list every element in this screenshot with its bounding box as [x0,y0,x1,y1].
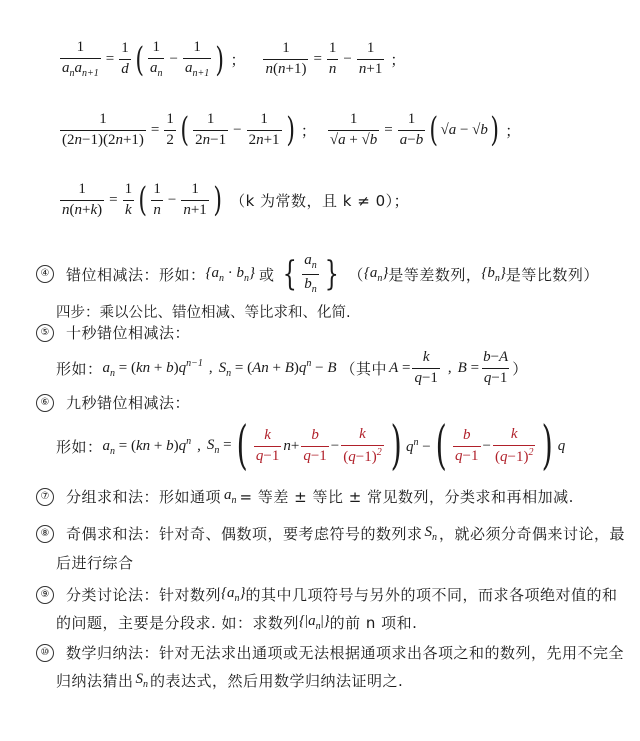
item-4: ④ 错位相减法： 形如： $\{a_n \cdot b_n\}$ 或 { $\frac{a_n}{b_n}$ } （ $\{a_n\}$ 是等差数列， $\{b_n\}$ 是等比数列） [36,253,599,295]
formula-note-k: （k 为常数，且 k ≠ 0）； [230,191,410,210]
item-9-line2: 的问题，主要是分段求. 如：求数列 $\{|a_n|\}$ 的前 n 项和. [56,613,418,632]
item-4-steps: 四步：乘以公比、错位相减、等比求和、化简. [56,305,351,321]
marker-9: ⑨ [36,586,54,604]
marker-5: ⑤ [36,324,54,342]
item-8: ⑧ 奇偶求和法：针对奇、偶数项，要考虑符号的数列求 $S_n$ ，就必须分奇偶来讨论，最 [36,523,625,544]
frac-1-over-d: $\frac{1}{d}$ [121,40,129,78]
item-10-line2: 归纳法猜出 $S_n$ 的表达式，然后用数学归纳法证明之. [56,671,404,690]
item-8-line2: 后进行综合 [56,554,134,572]
item-5-formula: 形如： $a_n = (kn + b)q^{n-1}$ , $S_n = (An + B)q^n - B$ （其中 A = $\frac{k}{q-1}$ , B = $\frac{b-A}{q-1}$ ） [56,349,528,386]
item-6-formula: 形如： $a_n = (kn + b)q^n$ , $S_n$ = ( $\frac{k}{q-1}$ n+ $\frac{b}{q-1}$ − $\frac{k}{(q-1)^2}$ ) $q^n$ − ( $\frac{b}{q-1}$ − $\frac{k}{(q-1)^2}$ ) q [56,416,566,476]
marker-10: ⑩ [36,644,54,662]
marker-7: ⑦ [36,488,54,506]
item-5: ⑤ 十秒错位相减法： [36,322,190,343]
item-10: ⑩ 数学归纳法：针对无法求出通项或无法根据通项求出各项之和的数列，先用不完全 [36,642,624,663]
item-9: ⑨ 分类讨论法：针对数列 $\{a_n\}$ 的其中几项符号与另外的项不同，而求各项绝对值的和 [36,584,618,605]
marker-4: ④ [36,265,54,283]
frac-1-over-an-an1: $\frac{1}{a_na_{n+1}}$ [62,39,99,79]
formula-row-2: $\frac{1}{(2n-1)(2n+1)}$ = $\frac{1}{2}$ ( $\frac{1}{2n-1}$ − $\frac{1}{2n+1}$ ) ； $\frac{1}{√a + √b}$ = $\frac{1}{a-b}$ ( √a − √b ) ； [62,110,521,151]
marker-6: ⑥ [36,394,54,412]
formula-row-3: $\frac{1}{n(n+k)}$ = $\frac{1}{k}$ ( $\frac{1}{n}$ − $\frac{1}{n+1}$ ) （k 为常数，且 k ≠ 0）； [62,180,410,221]
formula-row-1: $\frac{1}{a_na_{n+1}}$ = $\frac{1}{d}$ ( $\frac{1}{a_n}$ − $\frac{1}{a_{n+1}}$ ) ； $\frac{1}{n(n+1)}$ = $\frac{1}{n}$ − $\frac{1}{n+1}$ ； [62,39,406,80]
item-7: ⑦ 分组求和法：形如通项 $a_n$ = 等差 ± 等比 ± 常见数列，分类求和再相加减. [36,486,574,507]
item-6: ⑥ 九秒错位相减法： [36,392,190,413]
marker-8: ⑧ [36,525,54,543]
